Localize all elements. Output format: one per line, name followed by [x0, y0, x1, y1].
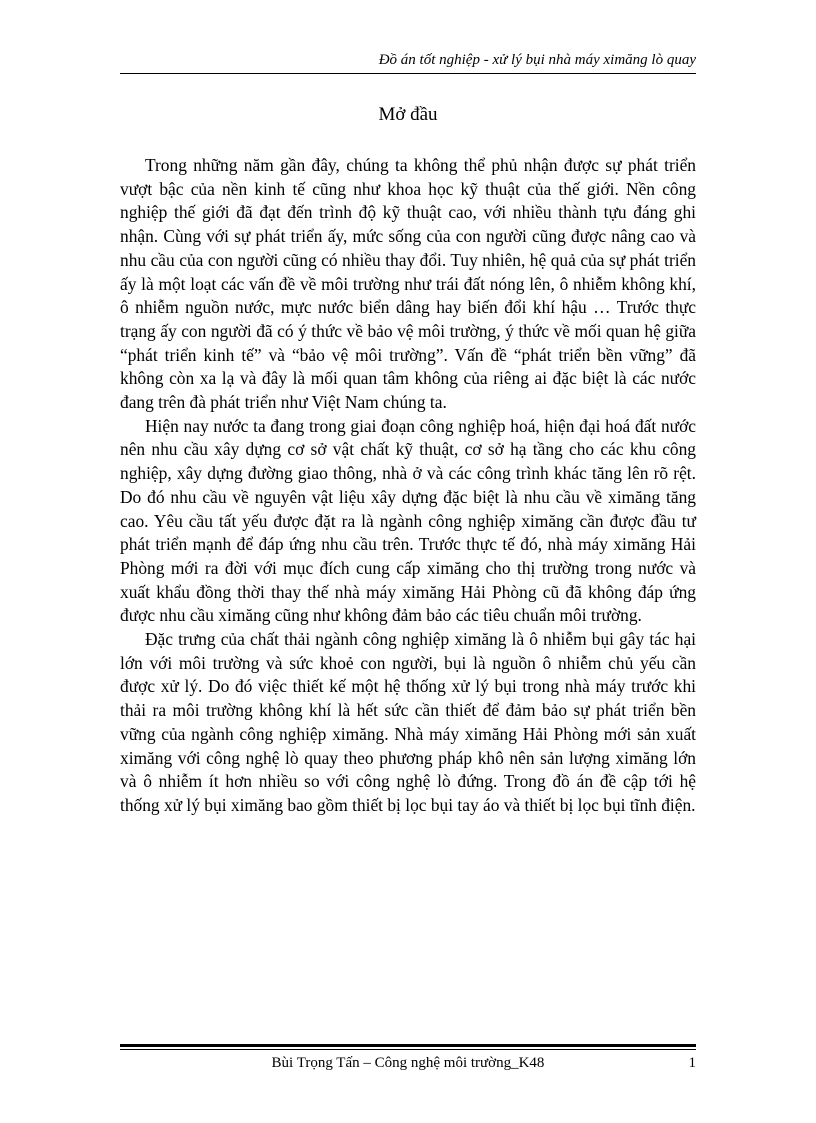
- section-title: Mở đầu: [378, 104, 438, 125]
- body-text: [120, 154, 696, 818]
- page-header: Đồ án tốt nghiệp - xử lý bụi nhà máy ximăng lò quay: [378, 52, 696, 68]
- paragraph: Hiện nay nước ta đang trong giai đoạn công nghiệp hoá, hiện đại hoá đất nước nên nhu cầu xây dựng cơ sở vật chất kỹ thuật, cơ sở hạ tầng cho các khu công nghiệp, xây dựng đường giao thông, nhà ở và các công trình khác tăng lên rõ rệt. Do đó nhu cầu về nguyên vật liệu xây dựng đặc biệt là nhu cầu về ximăng tăng cao. Yêu cầu tất yếu được đặt ra là ngành công nghiệp ximăng cần được đầu tư phát triển mạnh để đáp ứng nhu cầu trên. Trước thực tế đó, nhà máy ximăng Hải Phòng mới ra đời với mục đích cung cấp ximăng cho thị trường trong nước và xuất khẩu đồng thời thay thế nhà máy ximăng Hải Phòng cũ đã không đáp ứng được nhu cầu ximăng cũng như không đảm bảo các tiêu chuẩn môi trường.: [120, 415, 696, 626]
- footer-divider-thick: [120, 1044, 696, 1047]
- paragraph: Đặc trưng của chất thải ngành công nghiệp ximăng là ô nhiễm bụi gây tác hại lớn với môi trường và sức khoẻ con người, bụi là nguồn ô nhiễm chủ yếu cần được xử lý. Do đó việc thiết kế một hệ thống xử lý bụi trong nhà máy trước khi thải ra môi trường không khí là hết sức cần thiết để đảm bảo sự phát triển bền vững của ngành công nghiệp ximăng. Nhà máy ximăng Hải Phòng mới sản xuất ximăng với công nghệ lò quay theo phương pháp khô nên sản lượng ximăng lớn và ô nhiễm ít hơn nhiều so với công nghệ lò đứng. Trong đồ án đề cập tới hệ thống xử lý bụi ximăng bao gồm thiết bị lọc bụi tay áo và thiết bị lọc bụi tĩnh điện.: [120, 629, 696, 815]
- header-divider: [120, 73, 696, 74]
- footer-divider-thin: [120, 1049, 696, 1050]
- paragraph: Trong những năm gần đây, chúng ta không thể phủ nhận được sự phát triển vượt bậc của nền kinh tế cũng như khoa học kỹ thuật của thế giới. Nền công nghiệp thế giới đã đạt đến trình độ kỹ thuật cao, với nhiều thành tựu đáng ghi nhận. Cùng với sự phát triển ấy, mức sống của con người cũng được nâng cao và nhu cầu của con người cũng có nhiều thay đổi. Tuy nhiên, hệ quả của sự phát triển ấy là một loạt các vấn đề về môi trường như trái đất nóng lên, ô nhiễm không khí, ô nhiễm nguồn nước, mực nước biển dâng hay biến đổi khí hậu … Trước thực trạng ấy con người đã có ý thức về bảo vệ môi trường, ý thức về mối quan hệ giữa “phát triển kinh tế” và “bảo vệ môi trường”. Vấn đề “phát triển bền vững” đã không còn xa lạ và đây là mối quan tâm không của riêng ai đặc biệt là các nước đang trên đà phát triển như Việt Nam chúng ta.: [120, 155, 696, 413]
- page-number: 1: [688, 1055, 696, 1071]
- footer-author: Bùi Trọng Tấn – Công nghệ môi trường_K48: [271, 1055, 545, 1071]
